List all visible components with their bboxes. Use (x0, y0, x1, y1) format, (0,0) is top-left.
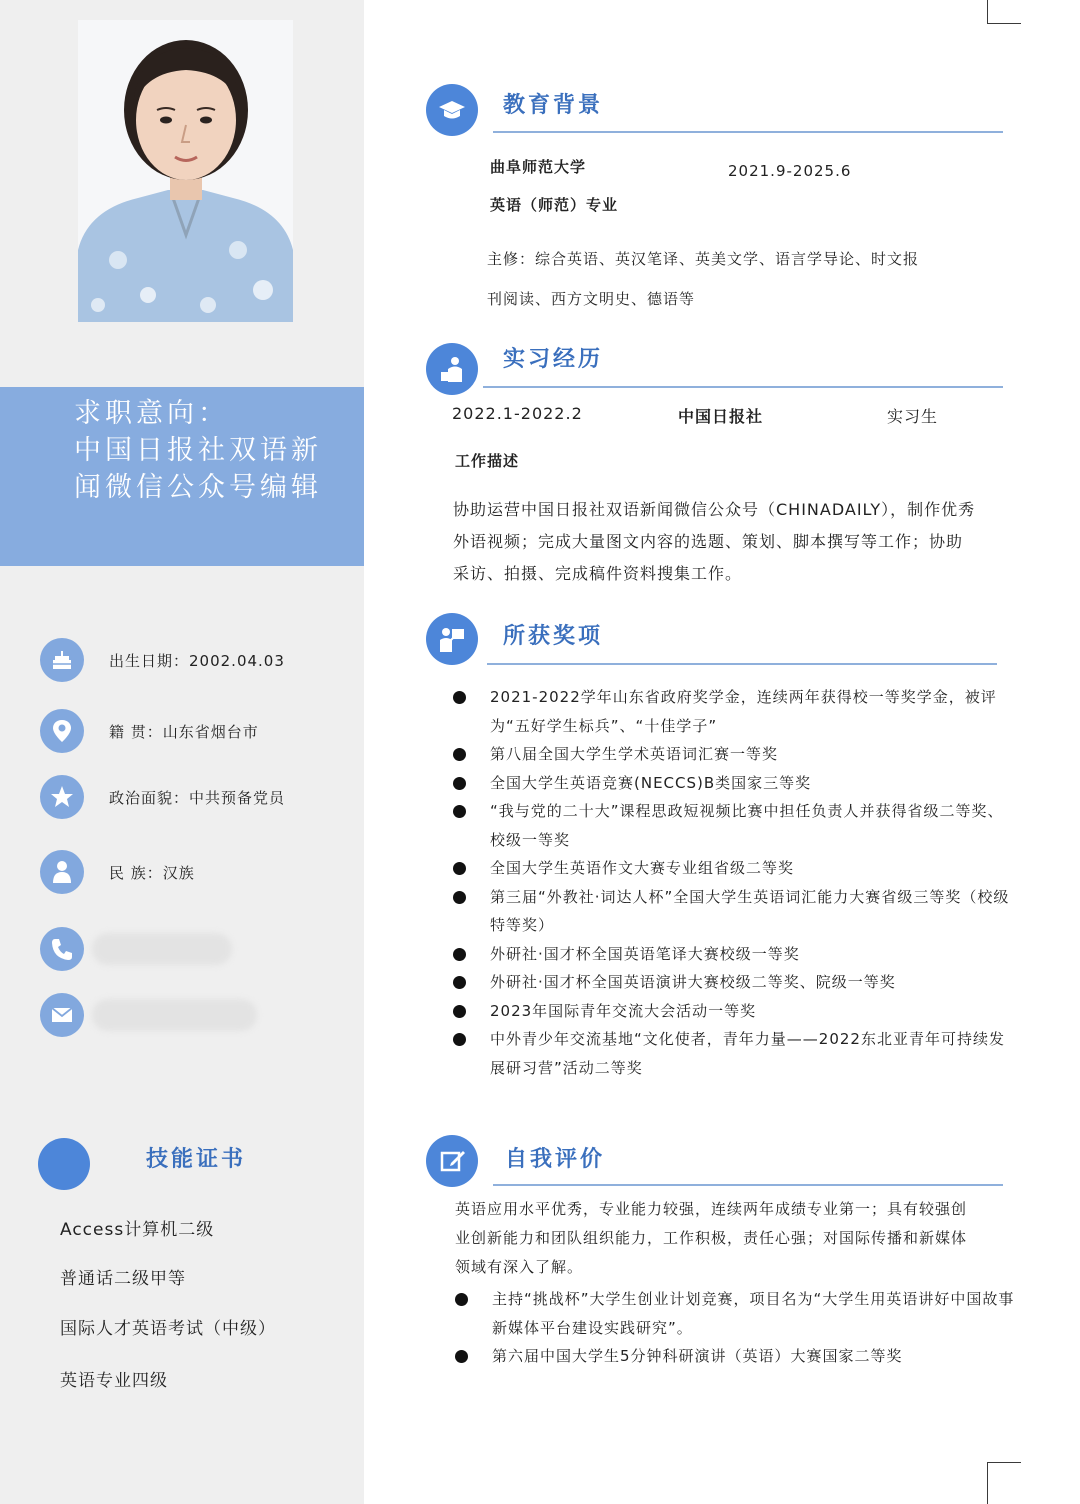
school-name: 曲阜师范大学 (490, 158, 587, 176)
bullet-dot (453, 777, 466, 790)
phone-icon (40, 927, 84, 971)
edit-icon (426, 1135, 478, 1187)
work-description-line: 采访、拍摄、完成稿件资料搜集工作。 (453, 564, 743, 583)
bullet-dot (453, 948, 466, 961)
political-status: 政治面貌：中共预备党员 (109, 788, 286, 807)
courses-line: 刊阅读、西方文明史、德语等 (487, 290, 696, 308)
location-pin-icon (40, 709, 84, 753)
work-description-line: 外语视频；完成大量图文内容的选题、策划、脚本撰写等工作；协助 (453, 532, 964, 551)
bullet-dot (455, 1350, 468, 1363)
bullet-dot (453, 1005, 466, 1018)
birthday-cake-icon (40, 638, 84, 682)
redacted-email (92, 999, 257, 1031)
major: 英语（师范）专业 (490, 196, 619, 214)
star-icon (40, 775, 84, 819)
list-item: 第六届中国大学生5分钟科研演讲（英语）大赛国家二等奖 (455, 1342, 1025, 1371)
corner-mark-bottom (987, 1462, 1021, 1504)
education-period: 2021.9-2025.6 (728, 162, 852, 180)
internship-period: 2022.1-2022.2 (452, 404, 583, 423)
business-person-icon (426, 343, 478, 395)
list-item: 全国大学生英语竞赛(NECCS)B类国家三等奖 (453, 769, 1013, 798)
bullet-dot (453, 976, 466, 989)
sidebar (0, 0, 364, 1504)
info-native (40, 709, 259, 753)
bullet-dot (453, 805, 466, 818)
work-description-line: 协助运营中国日报社双语新闻微信公众号（CHINADAILY），制作优秀 (453, 500, 976, 519)
skill-item: 国际人才英语考试（中级） (60, 1319, 276, 1339)
person-icon (40, 850, 84, 894)
presentation-icon (426, 613, 478, 665)
internship-role: 实习生 (887, 407, 939, 426)
skills-section-icon (38, 1138, 90, 1190)
list-item: 第三届“外教社·词达人杯”全国大学生英语词汇能力大赛省级三等奖（校级特等奖） (453, 883, 1013, 940)
info-politics (40, 775, 285, 819)
education-divider (493, 131, 1003, 133)
profile-photo (78, 20, 293, 322)
bullet-dot (455, 1293, 468, 1306)
list-item: 全国大学生英语作文大赛专业组省级二等奖 (453, 854, 1013, 883)
list-item: 主持“挑战杯”大学生创业计划竞赛，项目名为“大学生用英语讲好中国故事新媒体平台建设实践研究”。 (455, 1285, 1025, 1342)
birth-date: 出生日期：2002.04.03 (109, 651, 285, 670)
objective-line: 闻微信公众号编辑 (74, 472, 322, 503)
list-item: 2023年国际青年交流大会活动一等奖 (453, 997, 1013, 1026)
work-description-label: 工作描述 (455, 452, 520, 470)
self-eval-title: 自我评价 (505, 1147, 606, 1172)
bullet-dot (453, 862, 466, 875)
skill-item: 英语专业四级 (60, 1371, 168, 1391)
job-objective (0, 387, 364, 566)
corner-mark-top (987, 0, 1021, 24)
list-item: 外研社·国才杯全国英语笔译大赛校级一等奖 (453, 940, 1013, 969)
courses-line: 主修：综合英语、英汉笔译、英美文学、语言学导论、时文报 (487, 250, 920, 268)
internship-company: 中国日报社 (678, 407, 764, 426)
redacted-phone (92, 933, 232, 965)
skill-item: Access计算机二级 (60, 1220, 215, 1240)
list-item: 中外青少年交流基地“文化使者，青年力量——2022东北亚青年可持续发展研习营”活动二等奖 (453, 1025, 1013, 1082)
native-place: 籍 贯：山东省烟台市 (109, 722, 259, 741)
skills-title: 技能证书 (146, 1147, 247, 1172)
self-eval-line: 领域有深入了解。 (455, 1258, 584, 1276)
self-eval-divider (493, 1184, 1003, 1186)
info-phone (40, 927, 232, 971)
info-birth (40, 638, 285, 682)
internship-divider (483, 386, 1003, 388)
awards-divider (487, 663, 997, 665)
bullet-dot (453, 891, 466, 904)
awards-title: 所获奖项 (503, 624, 604, 649)
objective-line: 中国日报社双语新 (74, 435, 322, 466)
list-item: 2021-2022学年山东省政府奖学金，连续两年获得校一等奖学金，被评为“五好学生标兵”、“十佳学子” (453, 683, 1013, 740)
self-eval-line: 业创新能力和团队组织能力，工作积极，责任心强；对国际传播和新媒体 (455, 1229, 968, 1247)
info-ethnic (40, 850, 195, 894)
list-item: 外研社·国才杯全国英语演讲大赛校级二等奖、院级一等奖 (453, 968, 1013, 997)
graduation-cap-icon (426, 84, 478, 136)
education-title: 教育背景 (503, 93, 604, 118)
objective-line: 求职意向： (74, 398, 229, 429)
list-item: “我与党的二十大”课程思政短视频比赛中担任负责人并获得省级二等奖、校级一等奖 (453, 797, 1013, 854)
ethnicity: 民 族：汉族 (109, 863, 195, 882)
bullet-dot (453, 1033, 466, 1046)
info-email (40, 993, 257, 1037)
list-item: 第八届全国大学生学术英语词汇赛一等奖 (453, 740, 1013, 769)
internship-title: 实习经历 (503, 347, 604, 372)
awards-list (453, 683, 1013, 1082)
bullet-dot (453, 691, 466, 704)
skill-item: 普通话二级甲等 (60, 1269, 186, 1289)
self-eval-list (455, 1285, 1025, 1371)
bullet-dot (453, 748, 466, 761)
self-eval-line: 英语应用水平优秀，专业能力较强，连续两年成绩专业第一；具有较强创 (455, 1200, 968, 1218)
mail-icon (40, 993, 84, 1037)
